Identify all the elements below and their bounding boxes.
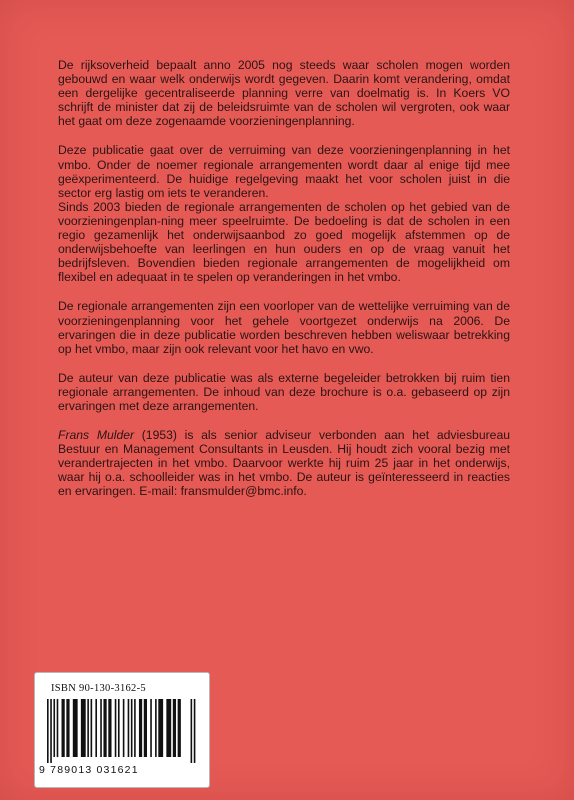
barcode-bars: [47, 699, 197, 763]
barcode-label: [34, 672, 210, 788]
isbn-text: ISBN 90-130-3162-5: [51, 683, 146, 694]
barcode-number: 9 789013 031621: [39, 764, 139, 776]
blurb-text: [58, 58, 510, 514]
paragraph-since-2003: Sinds 2003 bieden de regionale arrangementen de scholen op het gebied van de voorzieningenplan-ning meer speelruimte. De bedoeling is dat de scholen in een regio gezamenlijk het onderwijsaanbod zo goed mogelijk afstemmen op de onderwijsbehoefte van leerlingen en hun ouders en op de vraag vanuit het bedrijfsleven. Bovendien bieden regionale arrangementen de mogelijkheid om flexibel en adequaat in te spelen op veranderingen in het vmbo.: [58, 199, 510, 285]
paragraph-publication: Deze publicatie gaat over de verruiming van deze voorzieningenplanning in het vmbo. Onder de noemer regionale arrangementen wordt daar al enige tijd mee geëxperimenteerd. De huidige regelgeving maakt het voor scholen juist in die sector erg lastig om iets te veranderen.: [58, 143, 510, 200]
paragraph-intro: De rijksoverheid bepaalt anno 2005 nog steeds waar scholen mogen worden gebouwd en waar welk onderwijs wordt gegeven. Daarin komt verandering, omdat een dergelijke gecentraliseerde planning verre van doelmatig is. In Koers VO schrijft de minister dat zij de beleidsruimte van de scholen wil vergroten, ook waar het gaat om deze zogenaamde voorzieningenplanning.: [58, 58, 510, 129]
author-bio-text: (1953) is als senior adviseur verbonden aan het adviesbureau Bestuur en Management Consultants in Leusden. Hij houdt zich vooral bezig met verandertrajecten in het vmbo. Daarvoor werkte hij ruim 25 jaar in het onderwijs, waar hij o.a. schoolleider was in het vmbo. De auteur is geïnteresseerd in reacties en ervaringen. E-mail: fransmulder@bmc.info.: [58, 428, 510, 499]
paragraph-author-role: De auteur van deze publicatie was als externe begeleider betrokken bij ruim tien regionale arrangementen. De inhoud van deze brochure is o.a. gebaseerd op zijn ervaringen met deze arrangementen.: [58, 370, 510, 413]
author-name: Frans Mulder: [58, 428, 135, 443]
paragraph-forerunner: De regionale arrangementen zijn een voorloper van de wettelijke verruiming van de voorzieningenplanning voor het gehele voortgezet onderwijs na 2006. De ervaringen die in deze publicatie worden beschreven hebben weliswaar betrekking op het vmbo, maar zijn ook relevant voor het havo en vwo.: [58, 299, 510, 356]
paragraph-author-bio: [58, 428, 510, 498]
